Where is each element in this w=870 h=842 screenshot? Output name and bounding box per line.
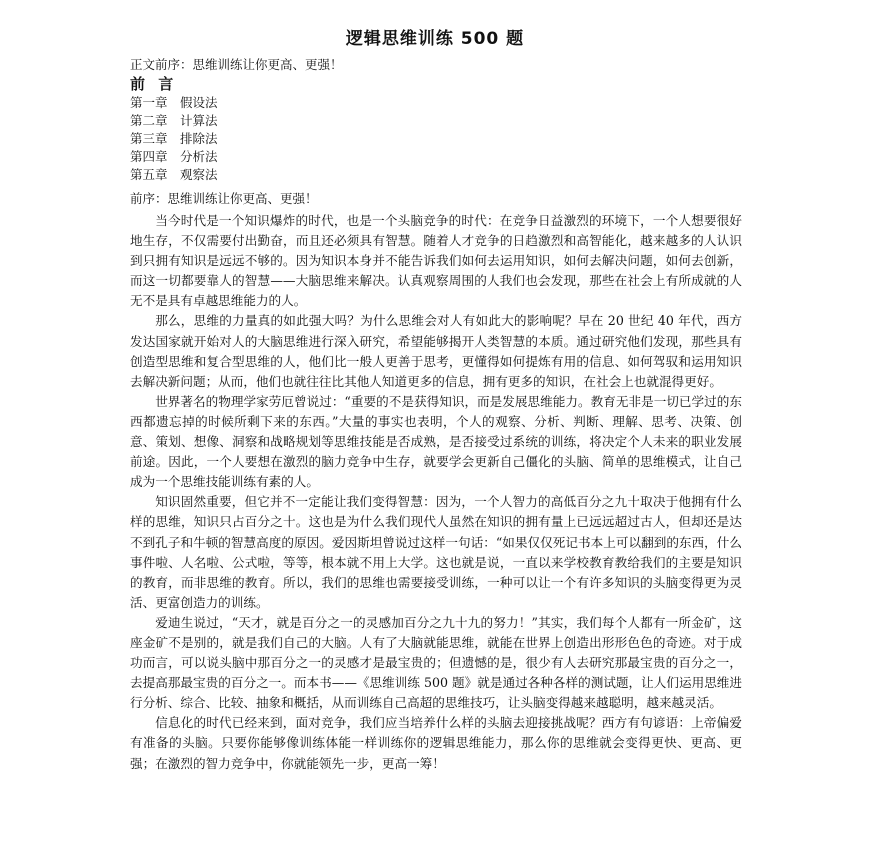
chapter-item: 第五章 观察法 [130, 167, 218, 182]
document-title: 逻辑思维训练 500 题 [345, 29, 525, 49]
preface-subtitle: 前序：思维训练让你更高、更强！ [130, 191, 318, 206]
paragraph: 爱迪生说过，“天才，就是百分之一的灵感加百分之九十九的努力！”其实，我们每个人都有一所金矿，这座金矿不是别的，就是我们自己的大脑。人有了大脑就能思维，就能在世界上创造出形形色色的奇迹。对于成功而言，可以说头脑中那百分之一的灵感才是最宝贵的；但遗憾的是，很少有人去研究那最宝贵的百分之一，去提高那最宝贵的百分之一。而本书——《思维训练 500 题》就是通过各种各样的测试题，让人们运用思维进行分析、综合、比较、抽象和概括，从而训练自己高超的思维技巧，让头脑变得越来越聪明，越来越灵活。 [130, 614, 742, 711]
paragraph: 世界著名的物理学家劳厄曾说过：“重要的不是获得知识，而是发展思维能力。教育无非是一切已学过的东西都遗忘掉的时候所剩下来的东西。”大量的事实也表明，个人的观察、分析、判断、理解、思考、决策、创意、策划、想像、洞察和战略规划等思维技能是否成熟，是否接受过系统的训练，将决定个人未来的职业发展前途。因此，一个人要想在激烈的脑力竞争中生存，就要学会更新自己僵化的头脑、简单的思维模式，让自己成为一个思维技能训练有素的人。 [130, 393, 742, 490]
chapter-item: 第四章 分析法 [130, 149, 218, 164]
chapter-item: 第一章 假设法 [130, 95, 218, 110]
paragraph: 当今时代是一个知识爆炸的时代，也是一个头脑竞争的时代：在竞争日益激烈的环境下，一个人想要很好地生存，不仅需要付出勤奋，而且还必须具有智慧。随着人才竞争的日趋激烈和高智能化，越来越多的人认识到只拥有知识是远远不够的。因为知识本身并不能告诉我们如何去运用知识，如何去解决问题，如何去创新，而这一切都要靠人的智慧——大脑思维来解决。认真观察周围的人我们也会发现，那些在社会上有所成就的人无不是具有卓越思维能力的人。 [130, 213, 742, 309]
intro-line: 正文前序：思维训练让你更高、更强！ [130, 57, 343, 72]
chapter-item: 第二章 计算法 [130, 113, 218, 128]
preface-heading: 前 言 [130, 75, 178, 93]
paragraph: 知识固然重要，但它并不一定能让我们变得智慧：因为，一个人智力的高低百分之九十取决于他拥有什么样的思维，知识只占百分之十。这也是为什么我们现代人虽然在知识的拥有量上已远远超过古人，但却还是达不到孔子和牛顿的智慧高度的原因。爱因斯坦曾说过这样一句话：“如果仅仅死记书本上可以翻到的东西，什么事件啦、人名啦、公式啦，等等，根本就不用上大学。这也就是说，一直以来学校教育教给我们的主要是知识的教育，而非思维的教育。所以，我们的思维也需要接受训练，一种可以让一个有许多知识的头脑变得更为灵活、更富创造力的训练。 [130, 494, 742, 610]
chapter-item: 第三章 排除法 [130, 131, 218, 146]
preface-body [130, 211, 742, 774]
paragraph: 那么，思维的力量真的如此强大吗？为什么思维会对人有如此大的影响呢？早在 20 世纪 40 年代，西方发达国家就开始对人的大脑思维进行深入研究，希望能够揭开人类智慧的本质。通过研究他们发现，那些具有创造型思维和复合型思维的人，他们比一般人更善于思考，更懂得如何提炼有用的信息、如何驾驭和运用知识去解决新问题；从而，他们也就往往比其他人知道更多的信息，拥有更多的知识，在社会上也就混得更好。 [130, 313, 742, 389]
paragraph: 信息化的时代已经来到，面对竞争，我们应当培养什么样的头脑去迎接挑战呢？西方有句谚语：上帝偏爱有准备的头脑。只要你能够像训练体能一样训练你的逻辑思维能力，那么你的思维就会变得更快、更高、更强；在激烈的智力竞争中，你就能领先一步，更高一筹！ [130, 715, 742, 771]
